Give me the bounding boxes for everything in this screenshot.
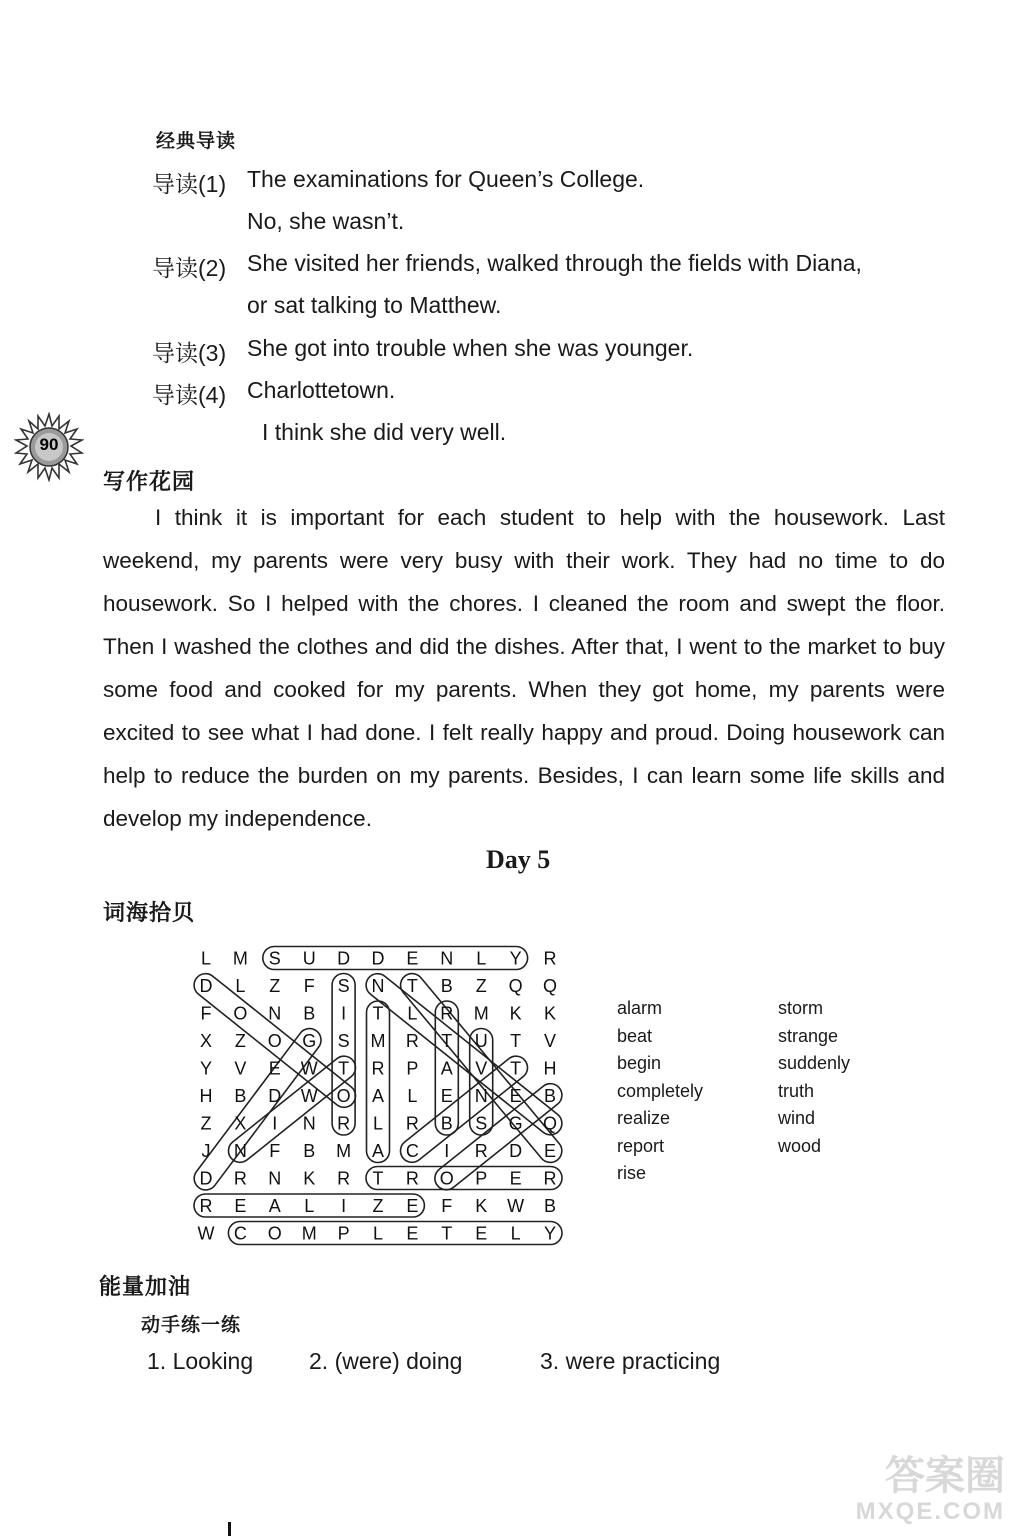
grid-letter: E	[475, 1223, 488, 1244]
grid-letter: N	[268, 1168, 282, 1189]
grid-letter: F	[303, 976, 315, 996]
word-item: report	[617, 1135, 665, 1156]
grid-letter: C	[405, 1141, 419, 1161]
grid-letter: R	[337, 1113, 351, 1134]
energy-subheading: 动手练一练	[141, 1315, 242, 1336]
word-item: alarm	[617, 998, 663, 1018]
grid-letter: G	[302, 1031, 317, 1051]
grid-letter: L	[407, 1086, 418, 1106]
grid-letter: U	[474, 1031, 488, 1051]
grid-letter: Z	[200, 1113, 212, 1134]
word-search-grid	[190, 940, 580, 1250]
word-list-right	[778, 995, 850, 1160]
grid-letter: X	[199, 1031, 213, 1051]
grid-letter: O	[336, 1086, 351, 1106]
grid-letter: B	[440, 1113, 453, 1134]
grid-letter: Q	[508, 976, 523, 996]
grid-letter: D	[509, 1141, 523, 1161]
grid-letter: E	[509, 1168, 522, 1189]
grid-letter: L	[235, 976, 246, 996]
grid-letter: D	[199, 1168, 213, 1189]
answer-1: 1. Looking	[147, 1348, 254, 1374]
grid-letter: H	[543, 1058, 557, 1079]
writing-text: I think it is important for each student to help with the housework. Last weekend, my parents were very busy with their work. They had no time to do housework. So I helped with the chores. I cleaned the room and swept the floor. Then I washed the clothes and did the dishes. After that, I went to the market to buy some food and cooked for my parents. When they got home, my parents were excited to see what I had done. I felt really happy and proud. Doing housework can help to reduce the burden on my parents. Besides, I can learn some life skills and develop my independence.	[103, 505, 945, 831]
grid-letter: L	[510, 1223, 521, 1244]
grid-letter: D	[199, 976, 213, 996]
grid-letter: O	[233, 1003, 248, 1024]
grid-letter: X	[234, 1113, 247, 1134]
grid-letter: L	[407, 1003, 418, 1024]
vocab-heading: 词海拾贝	[103, 900, 196, 925]
grid-letter: K	[475, 1196, 488, 1216]
day-title: Day 5	[486, 845, 551, 874]
grid-letter: W	[300, 1058, 318, 1079]
word-list-left	[617, 995, 703, 1188]
energy-heading: 能量加油	[99, 1274, 192, 1299]
grid-letter: D	[371, 948, 385, 969]
grid-letter: T	[510, 1058, 522, 1079]
grid-letter: L	[476, 948, 487, 969]
grid-letter: M	[473, 1003, 489, 1024]
grid-letter: L	[304, 1196, 315, 1216]
grid-letter: D	[268, 1086, 282, 1106]
word-item: rise	[617, 1163, 647, 1183]
grid-letter: R	[543, 948, 557, 969]
grid-letter: I	[444, 1141, 450, 1161]
word-circle	[332, 974, 355, 1136]
grid-letter: R	[543, 1168, 557, 1189]
word-item: beat	[617, 1025, 653, 1046]
grid-letter: I	[341, 1003, 347, 1024]
grid-letter: P	[337, 1223, 350, 1244]
grid-letter: S	[268, 948, 281, 969]
grid-letter: U	[302, 948, 316, 969]
grid-letter: G	[508, 1113, 523, 1134]
grid-letter: L	[372, 1113, 384, 1134]
grid-letter: T	[510, 1031, 522, 1051]
grid-letter: N	[268, 1003, 282, 1024]
word-item: truth	[778, 1080, 815, 1101]
grid-letter: K	[509, 1003, 522, 1024]
reading-answer-4b: I think she did very well.	[262, 419, 507, 445]
reading-answer-4a: Charlottetown.	[247, 377, 396, 403]
grid-letter: A	[440, 1058, 453, 1079]
grid-letter: T	[441, 1223, 453, 1244]
grid-letter: A	[371, 1141, 385, 1161]
grid-letter: O	[267, 1031, 282, 1051]
grid-letter: B	[234, 1086, 247, 1106]
grid-letter: S	[475, 1113, 488, 1134]
writing-heading: 写作花园	[103, 469, 196, 494]
grid-letter: V	[475, 1058, 488, 1079]
grid-letter: H	[199, 1086, 213, 1106]
grid-letter: E	[234, 1196, 247, 1216]
grid-letter: N	[302, 1113, 316, 1134]
grid-letter: Z	[234, 1031, 246, 1051]
grid-letter: B	[303, 1141, 316, 1161]
grid-letter: L	[200, 948, 212, 969]
grid-letter: R	[337, 1168, 351, 1189]
grid-letter: B	[303, 1003, 316, 1024]
word-item: begin	[617, 1053, 662, 1073]
grid-letter: M	[232, 948, 248, 969]
grid-letter: M	[370, 1031, 386, 1051]
grid-letter: F	[269, 1141, 281, 1161]
reading-label-4: 导读(4)	[152, 382, 227, 408]
grid-letter: Z	[269, 976, 281, 996]
grid-letter: F	[200, 1003, 212, 1024]
grid-letter: F	[441, 1196, 453, 1216]
grid-letter: C	[233, 1223, 247, 1244]
word-item: completely	[617, 1080, 704, 1101]
grid-letter: B	[543, 1196, 557, 1216]
page-number-badge	[14, 412, 84, 482]
grid-letter: E	[509, 1086, 522, 1106]
reading-heading: 经典导读	[156, 131, 237, 152]
reading-label-1: 导读(1)	[152, 171, 227, 197]
grid-letter: R	[440, 1003, 454, 1024]
reading-answer-1b: No, she wasn’t.	[247, 208, 405, 234]
grid-letter: Y	[199, 1058, 213, 1079]
grid-letter: K	[543, 1003, 557, 1024]
grid-letter: N	[440, 948, 454, 969]
grid-letter: N	[474, 1086, 488, 1106]
grid-letter: W	[197, 1223, 215, 1244]
reading-answer-1a: The examinations for Queen’s College.	[247, 166, 645, 192]
grid-letter: A	[268, 1196, 281, 1216]
reading-answer-2b: or sat talking to Matthew.	[247, 292, 502, 318]
page-mark	[228, 1522, 231, 1536]
grid-letter: M	[336, 1141, 352, 1161]
grid-letter: R	[233, 1168, 247, 1189]
word-circle	[361, 969, 566, 1139]
grid-letter: M	[301, 1223, 317, 1244]
grid-letter: O	[267, 1223, 282, 1244]
word-circle	[367, 1001, 390, 1163]
grid-letter: T	[372, 1003, 384, 1024]
grid-letter: Y	[509, 948, 522, 969]
answer-3: 3. were practicing	[540, 1348, 721, 1374]
grid-letter: W	[300, 1086, 318, 1106]
grid-letter: E	[268, 1058, 281, 1079]
grid-letter: I	[341, 1196, 347, 1216]
word-item: storm	[778, 998, 823, 1018]
grid-letter: E	[440, 1086, 453, 1106]
grid-letter: R	[405, 1168, 419, 1189]
grid-letter: R	[371, 1058, 385, 1079]
grid-letter: E	[406, 1223, 419, 1244]
word-item: wood	[778, 1135, 822, 1156]
reading-answer-3: She got into trouble when she was younger.	[247, 335, 694, 361]
grid-letter: Z	[475, 976, 487, 996]
grid-letter: T	[372, 1168, 384, 1189]
reading-label-2: 导读(2)	[152, 255, 227, 281]
grid-letter: P	[406, 1058, 419, 1079]
grid-letter: S	[337, 1031, 350, 1051]
grid-letter: J	[201, 1141, 211, 1161]
grid-letter: E	[543, 1141, 557, 1161]
grid-letter: T	[441, 1031, 453, 1051]
grid-letter: T	[406, 976, 418, 996]
word-item: strange	[778, 1025, 839, 1046]
grid-letter: T	[338, 1058, 350, 1079]
grid-letter: R	[199, 1196, 213, 1216]
grid-letter: P	[475, 1168, 488, 1189]
writing-paragraph	[103, 496, 945, 840]
grid-letter: E	[406, 948, 419, 969]
grid-letter: R	[474, 1141, 488, 1161]
grid-letter: Q	[542, 1113, 558, 1134]
grid-letter: A	[371, 1086, 385, 1106]
answer-2: 2. (were) doing	[309, 1348, 463, 1374]
grid-letter: B	[440, 976, 453, 996]
word-item: suddenly	[778, 1053, 851, 1073]
grid-letter: Y	[543, 1223, 557, 1244]
grid-letter: Q	[542, 976, 558, 996]
grid-letter: N	[371, 976, 385, 996]
grid-letter: S	[337, 976, 350, 996]
grid-letter: O	[439, 1168, 454, 1189]
grid-letter: W	[507, 1196, 525, 1216]
grid-letter: R	[405, 1031, 419, 1051]
grid-letter: E	[406, 1196, 419, 1216]
grid-letter: R	[405, 1113, 419, 1134]
page-number: 90	[39, 435, 59, 454]
grid-letter: V	[234, 1058, 247, 1079]
word-item: realize	[617, 1108, 671, 1128]
grid-letter: L	[372, 1223, 384, 1244]
watermark-logo: 答案圈 MXQE.COM	[855, 1454, 1005, 1525]
grid-letter: I	[272, 1113, 278, 1134]
grid-letter: D	[337, 948, 351, 969]
grid-letter: N	[233, 1141, 247, 1161]
reading-answer-2a: She visited her friends, walked through the fields with Diana,	[247, 250, 862, 276]
grid-letter: B	[543, 1086, 557, 1106]
reading-label-3: 导读(3)	[152, 340, 227, 366]
grid-letter: K	[303, 1168, 316, 1189]
grid-letter: Z	[372, 1196, 384, 1216]
word-item: wind	[778, 1108, 816, 1128]
grid-letter: V	[543, 1031, 557, 1051]
